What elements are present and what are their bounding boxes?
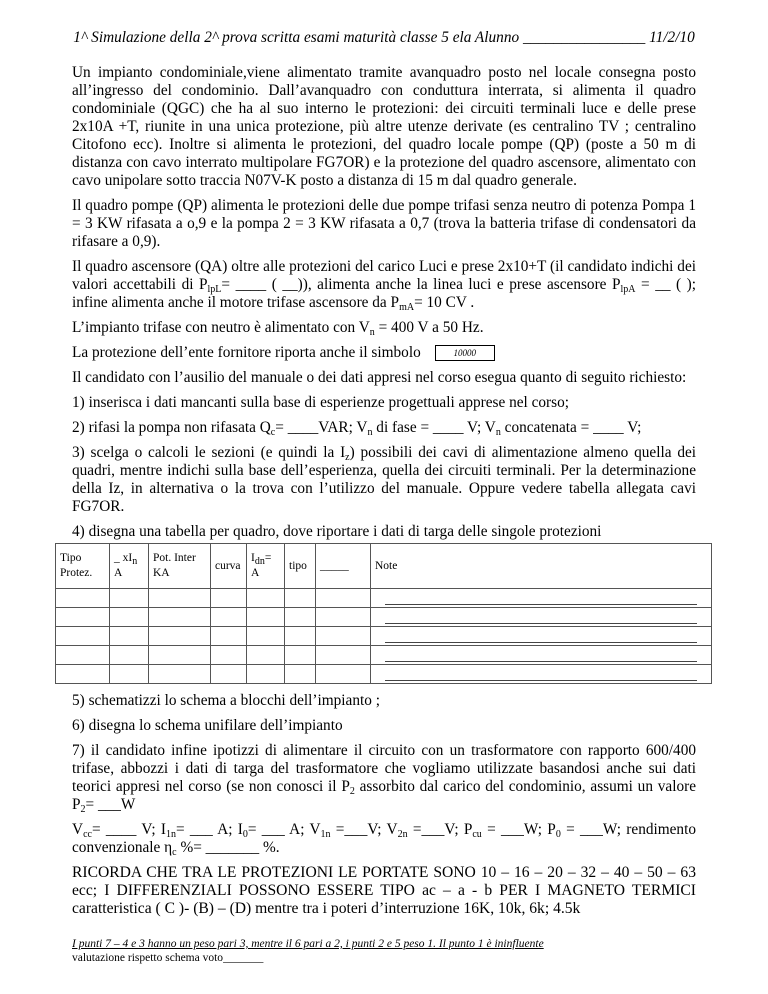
- table-cell[interactable]: [56, 665, 110, 684]
- text-segment: = ___W; rendimento convenzionale η: [72, 821, 696, 856]
- col-curva: curva: [211, 544, 247, 589]
- text-segment: La protezione dell’ente fornitore riporta anche il simbolo: [72, 344, 421, 361]
- table-cell[interactable]: [316, 627, 371, 646]
- breaking-capacity-symbol: 10000: [435, 345, 495, 361]
- task-1: [72, 394, 696, 412]
- text-segment: = ___ A; V: [247, 821, 321, 838]
- col-tipo-protez: Tipo Protez.: [56, 544, 110, 589]
- col-in: _ $xI_n$ A: [110, 544, 149, 589]
- table-cell[interactable]: [110, 646, 149, 665]
- col-pot-inter: Pot. Inter KA: [149, 544, 211, 589]
- subscript: 0: [555, 829, 561, 840]
- table-cell[interactable]: [285, 665, 316, 684]
- subscript: mA: [399, 302, 415, 313]
- grade-blank[interactable]: _______: [223, 952, 264, 964]
- col-tipo: tipo: [285, 544, 316, 589]
- text-segment: 5) schematizzi lo schema a blocchi dell’impianto ;: [72, 692, 380, 709]
- table-cell[interactable]: [211, 627, 247, 646]
- table-cell[interactable]: [56, 646, 110, 665]
- table-row: [56, 665, 712, 684]
- table-cell[interactable]: [149, 589, 211, 608]
- subscript: 2: [349, 786, 355, 797]
- table-cell[interactable]: [110, 627, 149, 646]
- provider-paragraph: [72, 344, 696, 362]
- text-segment: concatenata = ____ V;: [500, 419, 642, 436]
- task-7: [72, 742, 696, 814]
- text-segment: Il quadro pompe (QP) alimenta le protezioni delle due pompe trifasi senza neutro di potenza Pompa 1 = 3 KW rifasata a o,9 e la pompa 2 = 3 KW rifasata a 0,7 (trova la batteria trifase di condensatori da rifasare a 0,9).: [72, 197, 696, 250]
- text-segment: Il quadro ascensore (QA) oltre alle protezioni del carico Luci e prese 2x10+T (il candidato indichi dei valori accettabili di P: [72, 258, 696, 293]
- text-segment: =___V; V: [330, 821, 398, 838]
- col-idn: $I_{dn}= A$: [247, 544, 285, 589]
- table-cell[interactable]: [285, 589, 316, 608]
- text-segment: = ___ A; I: [175, 821, 243, 838]
- table-cell[interactable]: [211, 608, 247, 627]
- task-5: [72, 692, 696, 710]
- table-cell[interactable]: [149, 646, 211, 665]
- subscript: n: [367, 427, 373, 438]
- text-segment: = ____VAR; V: [275, 419, 368, 436]
- table-row: [56, 589, 712, 608]
- document-header: 1^ Simulazione della 2^ prova scritta esami maturità classe 5 ela Alunno ________________ 11/2/10: [73, 29, 695, 46]
- note-cell[interactable]: [371, 627, 712, 646]
- text-segment: Un impianto condominiale,viene alimentato tramite avanquadro posto nel locale consegna posto all’ingresso del condominio. Dall’avanquadro con conduttura interrata, si alimenta il quadro condominiale (QGC) che ha al suo interno le protezioni: dei circuiti terminali luce e delle prese 2x10A +T, riunite in una unica protezione, più altre utenze derivate (es centralino TV ; centralino Citofono ecc). Inoltre si alimenta le protezioni, del quadro locale pompe (QP) (poste a 50 m di distanza con cavo interrato multipolare FG7OR) e la protezione del quadro ascensore, alimentato con cavo unipolare sotto traccia N07V-K posto a distanza di 15 m dal quadro generale.: [72, 64, 696, 189]
- text-segment: = __ ( ); infine alimenta anche il motore trifase ascensore da P: [72, 276, 696, 311]
- table-cell[interactable]: [247, 608, 285, 627]
- subscript: lpL: [207, 284, 222, 295]
- subscript: z: [345, 452, 350, 463]
- table-cell[interactable]: [149, 665, 211, 684]
- subscript: 2: [80, 804, 86, 815]
- table-cell[interactable]: [211, 646, 247, 665]
- col-blank: _____: [316, 544, 371, 589]
- document-body: [60, 64, 697, 965]
- note-underline: [385, 661, 697, 662]
- elevator-paragraph: [72, 258, 696, 312]
- subscript: n: [369, 327, 375, 338]
- text-segment: 1) inserisca i dati mancanti sulla base di esperienze progettuali apprese nel corso;: [72, 394, 569, 411]
- transformer-data: [72, 821, 696, 857]
- subscript: c: [270, 427, 276, 438]
- subscript: 1n: [165, 829, 176, 840]
- text-segment: = ____ ( __)), alimenta anche la linea luci e prese ascensore P: [221, 276, 621, 293]
- note-underline: [385, 604, 697, 605]
- reminder-paragraph: [72, 864, 696, 918]
- text-segment: RICORDA CHE TRA LE PROTEZIONI LE PORTATE SONO 10 – 16 – 20 – 32 – 40 – 50 – 63 ecc; I DIFFERENZIALI POSSONO ESSERE TIPO ac – a - b PER I MAGNETO TERMICI caratteristica ( C )- (B) – (D) mentre tra i poteri d’interruzione 16K, 10k, 6k; 4.5k: [72, 864, 696, 917]
- text-segment: L’impianto trifase con neutro è alimentato con V: [72, 319, 370, 336]
- text-segment: = ___W; P: [481, 821, 556, 838]
- subscript: lpA: [620, 284, 636, 295]
- pump-paragraph: [72, 197, 696, 251]
- subscript: 1n: [320, 829, 331, 840]
- intro-paragraph: [72, 64, 696, 190]
- note-underline: [385, 623, 697, 624]
- text-segment: 6) disegna lo schema unifilare dell’impianto: [72, 717, 343, 734]
- table-row: [56, 627, 712, 646]
- table-cell[interactable]: [247, 665, 285, 684]
- table-cell[interactable]: [247, 589, 285, 608]
- table-cell[interactable]: [285, 627, 316, 646]
- provider-text: [72, 344, 421, 361]
- note-cell[interactable]: [371, 646, 712, 665]
- table-cell[interactable]: [247, 646, 285, 665]
- text-segment: 3) scelga o calcoli le sezioni (e quindi la I: [72, 444, 346, 461]
- subscript: 2n: [397, 829, 408, 840]
- table-cell[interactable]: [316, 665, 371, 684]
- table-header-row: [56, 544, 712, 589]
- note-cell[interactable]: [371, 608, 712, 627]
- text-segment: assorbito dal carico del condominio, assumi un valore P: [72, 778, 696, 813]
- subscript: cu: [472, 829, 482, 840]
- task-2: [72, 419, 696, 437]
- table-row: [56, 646, 712, 665]
- note-cell[interactable]: [371, 589, 712, 608]
- text-segment: ) possibili dei cavi di alimentazione almeno quella dei quadri, mentre indichi sulla base dell’esperienza, quella dei circuiti terminali. Per la determinazione della Iz, in alternativa o la trova con l’utilizzo del manuale. Oppure vedere tabella allegata cavi FG7OR.: [72, 444, 697, 515]
- text-segment: 2) rifasi la pompa non rifasata Q: [72, 419, 271, 436]
- text-segment: V: [72, 821, 84, 838]
- text-segment: 7) il candidato infine ipotizzi di alimentare il circuito con un trasformatore con rapporto 600/400 trifase, abbozzi i dati di targa del trasformatore che vogliamo utilizzate basandosi anche sui dati teorici appresi nel corso (se non conosci il P: [72, 742, 696, 795]
- table-cell[interactable]: [56, 608, 110, 627]
- supply-paragraph: [72, 319, 696, 337]
- table-cell[interactable]: [316, 646, 371, 665]
- table-cell[interactable]: [110, 665, 149, 684]
- text-segment: = ___W: [85, 796, 136, 813]
- text-segment: Il candidato con l’ausilio del manuale o dei dati appresi nel corso esegua quanto di seguito richiesto:: [72, 369, 687, 386]
- table-cell[interactable]: [316, 608, 371, 627]
- text-segment: di fase = ____ V; V: [372, 419, 496, 436]
- table-cell[interactable]: [56, 627, 110, 646]
- table-cell[interactable]: [285, 646, 316, 665]
- text-segment: = 10 CV .: [414, 294, 475, 311]
- text-segment: 4) disegna una tabella per quadro, dove riportare i dati di targa delle singole protezioni: [72, 523, 602, 540]
- task-6: [72, 717, 696, 735]
- task-3: [72, 444, 696, 516]
- table-cell[interactable]: [211, 589, 247, 608]
- protections-table: [55, 543, 712, 684]
- text-segment: = ____ V; I: [91, 821, 166, 838]
- subscript: n: [495, 427, 501, 438]
- table-cell[interactable]: [149, 608, 211, 627]
- table-cell[interactable]: [110, 589, 149, 608]
- task-4: [72, 523, 696, 541]
- table-cell[interactable]: [149, 627, 211, 646]
- text-segment: = 400 V a 50 Hz.: [374, 319, 484, 336]
- text-segment: %= _______ %.: [176, 839, 280, 856]
- subscript: cc: [83, 829, 92, 840]
- table-cell[interactable]: [247, 627, 285, 646]
- note-cell[interactable]: [371, 665, 712, 684]
- text-segment: =___V; P: [407, 821, 473, 838]
- subscript: c: [172, 847, 177, 858]
- weights-note: I punti 7 – 4 e 3 hanno un peso pari 3, mentre il 6 pari a 2, i punti 2 e 5 peso 1. Il punto 1 è ininfluente: [72, 938, 544, 950]
- note-underline: [385, 680, 697, 681]
- col-note: Note: [371, 544, 712, 589]
- table-cell[interactable]: [110, 608, 149, 627]
- subscript: 0: [242, 829, 248, 840]
- table-cell[interactable]: [56, 589, 110, 608]
- table-cell[interactable]: [285, 608, 316, 627]
- table-cell[interactable]: [211, 665, 247, 684]
- table-cell[interactable]: [316, 589, 371, 608]
- table-row: [56, 608, 712, 627]
- grade-line: valutazione rispetto schema voto_______: [72, 952, 264, 964]
- note-underline: [385, 642, 697, 643]
- instructions-intro: [72, 369, 696, 387]
